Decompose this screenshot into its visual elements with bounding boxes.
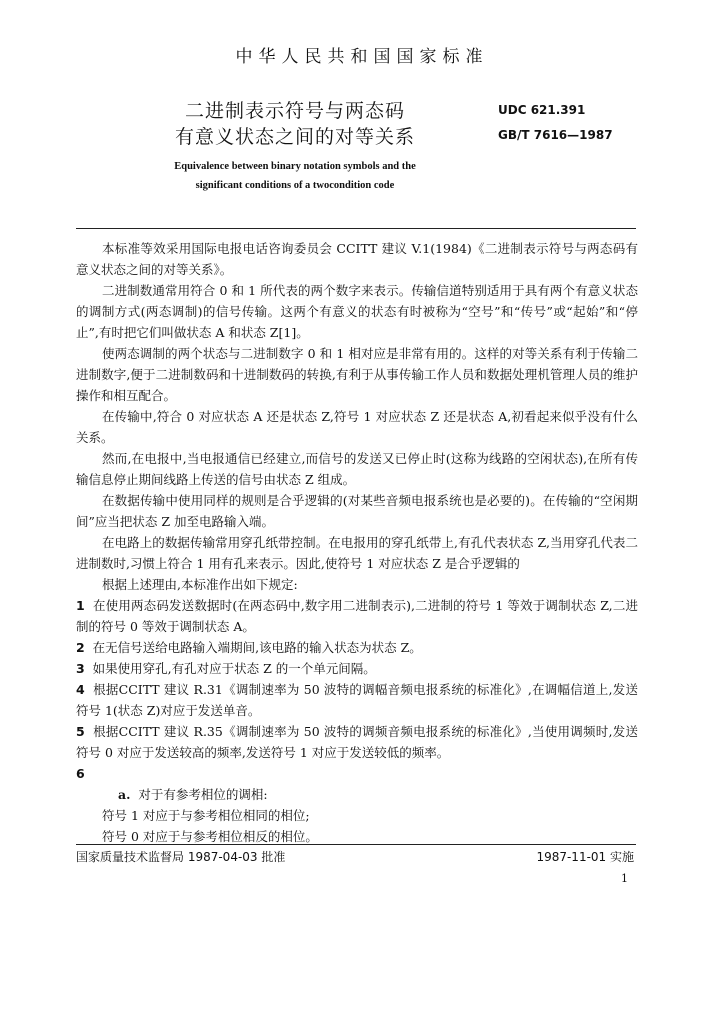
sub-item-label-line xyxy=(76,784,638,805)
body-paragraph: 根据上述理由,本标准作出如下规定: xyxy=(102,577,298,592)
sub-item-label-text: 对于有参考相位的调相: xyxy=(138,787,268,802)
list-item xyxy=(76,595,638,637)
list-item-number: 2 xyxy=(76,640,85,655)
list-item-text: 如果使用穿孔,有孔对应于状态 Z 的一个单元间隔。 xyxy=(92,661,376,676)
body-paragraph: 在数据传输中使用同样的规则是合乎逻辑的(对某些音频电报系统也是必要的)。在传输的“空闲期间”应当把状态 Z 加至电路输入端。 xyxy=(76,493,638,529)
sub-item-line: 符号 1 对应于与参考相位相同的相位; xyxy=(102,808,310,823)
sub-item-label: a. xyxy=(118,787,131,802)
gb-code: GB/T 7616—1987 xyxy=(498,128,613,142)
page-number: 1 xyxy=(621,872,628,885)
body-paragraph: 二进制数通常用符合 0 和 1 所代表的两个数字来表示。传输信道特别适用于具有两个有意义状态的调制方式(两态调制)的信号传输。这两个有意义的状态有时被称为“空号”和“传号”或“起始”和“停止”,有时把它们叫做状态 A 和状态 Z[1]。 xyxy=(76,283,638,340)
list-item-number: 6 xyxy=(76,766,85,781)
english-title-line2: significant conditions of a twocondition code xyxy=(195,180,395,191)
list-item-number: 5 xyxy=(76,724,85,739)
document-title-line2: 有意义状态之间的对等关系 xyxy=(174,126,415,148)
list-item-text: 根据CCITT 建议 R.31《调制速率为 50 波特的调幅音频电报系统的标准化》,在调幅信道上,发送符号 1(状态 Z)对应于发送单音。 xyxy=(76,682,639,718)
document-title-line1: 二进制表示符号与两态码 xyxy=(184,100,405,122)
list-item xyxy=(76,679,638,721)
header-divider xyxy=(76,228,636,229)
approval-date: 国家质量技术监督局 1987-04-03 批准 xyxy=(76,850,286,864)
list-item xyxy=(76,721,638,763)
body-paragraph: 使两态调制的两个状态与二进制数字 0 和 1 相对应是非常有用的。这样的对等关系有利于传输二进制数字,便于二进制数码和十进制数码的转换,有利于从事传输工作人员和数据处理机管理人员的维护操作和相互配合。 xyxy=(76,346,638,403)
list-item-number: 4 xyxy=(76,682,85,697)
list-item-number: 1 xyxy=(76,598,85,613)
body-paragraph: 在传输中,符合 0 对应状态 A 还是状态 Z,符号 1 对应状态 Z 还是状态 A,初看起来似乎没有什么关系。 xyxy=(76,409,638,445)
list-item xyxy=(76,763,638,784)
udc-code: UDC 621.391 xyxy=(498,103,586,117)
effective-date: 1987-11-01 实施 xyxy=(536,850,634,864)
list-item xyxy=(76,637,638,658)
english-title-line1: Equivalence between binary notation symbols and the xyxy=(174,161,416,172)
footer-divider xyxy=(76,844,636,845)
body-paragraph: 本标准等效采用国际电报电话咨询委员会 CCITT 建议 V.1(1984)《二进制表示符号与两态码有意义状态之间的对等关系》。 xyxy=(76,241,638,277)
body-paragraph: 在电路上的数据传输常用穿孔纸带控制。在电报用的穿孔纸带上,有孔代表状态 Z,当用穿孔代表二进制数时,习惯上符合 1 用有孔来表示。因此,使符号 1 对应状态 Z 是合乎逻辑的 xyxy=(76,535,638,571)
list-item-number: 3 xyxy=(76,661,85,676)
list-item-text: 在使用两态码发送数据时(在两态码中,数字用二进制表示),二进制的符号 1 等效于调制状态 Z,二进制的符号 0 等效于调制状态 A。 xyxy=(76,598,638,634)
document-body xyxy=(76,238,638,847)
body-paragraph: 然而,在电报中,当电报通信已经建立,而信号的发送又已停止时(这称为线路的空闲状态),在所有传输信息停止期间线路上传送的信号由状态 Z 组成。 xyxy=(76,451,638,487)
list-item-text: 根据CCITT 建议 R.35《调制速率为 50 波特的调频音频电报系统的标准化》,当使用调频时,发送符号 0 对应于发送较高的频率,发送符号 1 对应于发送较低的频率。 xyxy=(76,724,639,760)
sub-item-line: 符号 0 对应于与参考相位相反的相位。 xyxy=(102,829,318,844)
national-standard-heading: 中华人民共和国国家标准 xyxy=(235,47,489,67)
list-item-text: 在无信号送给电路输入端期间,该电路的输入状态为状态 Z。 xyxy=(92,640,422,655)
list-item xyxy=(76,658,638,679)
